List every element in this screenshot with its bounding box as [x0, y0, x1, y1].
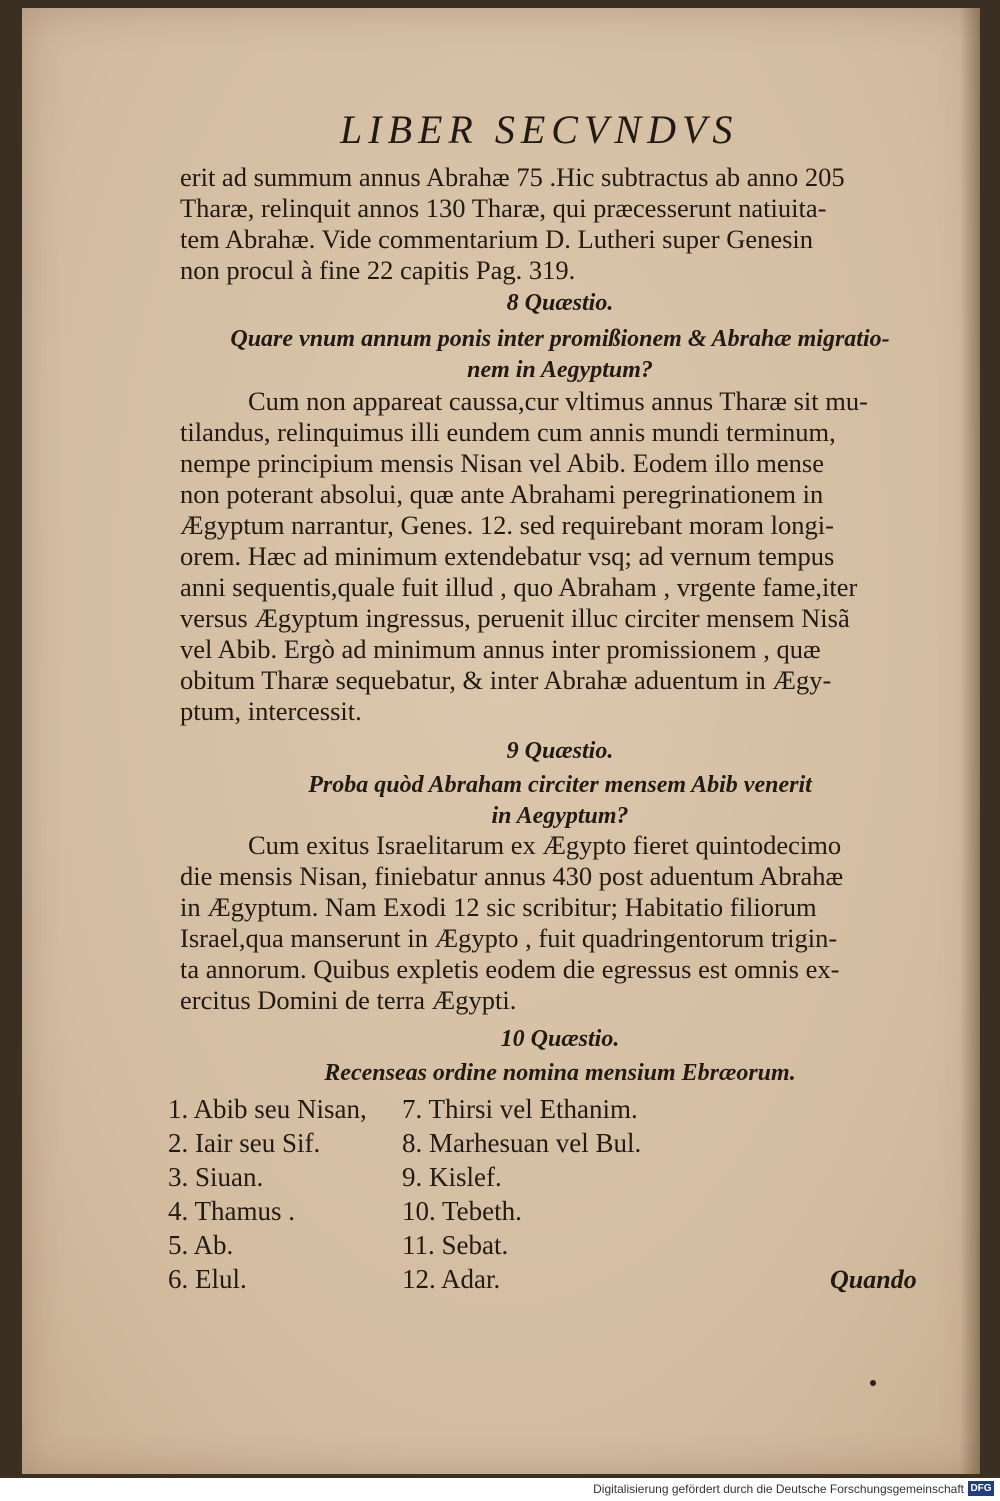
paragraph-2	[180, 386, 940, 727]
text-line: Ægyptum narrantur, Genes. 12. sed requirebant moram longi-	[180, 510, 834, 540]
month-item: 10. Tebeth.	[402, 1196, 522, 1226]
question-10-text	[180, 1058, 940, 1089]
month-item: 2. Iair seu Sif.	[168, 1128, 321, 1158]
text-line: orem. Hæc ad minimum extendebatur vsq; ad vernum tempus	[180, 541, 835, 571]
text-line: tem Abrahæ. Vide commentarium D. Lutheri super Genesin	[180, 224, 814, 254]
months-list-right	[402, 1092, 641, 1296]
text-line: ercitus Domini de terra Ægypti.	[180, 985, 517, 1015]
month-item: 12. Adar.	[402, 1264, 501, 1294]
running-header: LIBER SECVNDVS	[340, 107, 739, 152]
text-line: Cum non appareat caussa,cur vltimus annus Tharæ sit mu-	[248, 386, 868, 416]
text-line: obitum Tharæ sequebatur, & inter Abrahæ aduentum in Ægy-	[180, 665, 832, 695]
question-9-text	[180, 770, 940, 832]
question-line: Proba quòd Abraham circiter mensem Abib venerit	[308, 772, 812, 798]
text-line: Tharæ, relinquit annos 130 Tharæ, qui præcesserunt natiuita-	[180, 193, 827, 223]
text-line: in Ægyptum. Nam Exodi 12 sic scribitur; Habitatio filiorum	[180, 892, 817, 922]
text-line: non procul à fine 22 capitis Pag. 319.	[180, 255, 576, 285]
text-line: Cum exitus Israelitarum ex Ægypto fieret quintodecimo	[248, 830, 842, 860]
question-8-heading: 8 Quæstio.	[506, 290, 614, 316]
paragraph-3	[180, 830, 940, 1016]
question-line: Recenseas ordine nomina mensium Ebræorum.	[324, 1060, 796, 1086]
month-item: 5. Ab.	[168, 1230, 234, 1260]
catchword: Quando	[830, 1265, 917, 1294]
text-line: nempe principium mensis Nisan vel Abib. Eodem illo mense	[180, 448, 824, 478]
question-10-heading: 10 Quæstio.	[500, 1026, 620, 1052]
text-line: ta annorum. Quibus expletis eodem die egressus est omnis ex-	[180, 954, 840, 984]
text-line: Israel,qua manserunt in Ægypto , fuit quadringentorum trigin-	[180, 923, 838, 953]
question-line: in Aegyptum?	[491, 803, 629, 829]
question-line: Quare vnum annum ponis inter promißionem & Abrahæ migratio-	[230, 326, 890, 352]
month-item: 4. Thamus .	[168, 1196, 295, 1226]
page-edge-shadow	[960, 8, 980, 1474]
footer-credit: Digitalisierung gefördert durch die Deutsche Forschungsgemeinschaft	[593, 1482, 964, 1496]
month-item: 11. Sebat.	[402, 1230, 509, 1260]
text-line: die mensis Nisan, finiebatur annus 430 post aduentum Abrahæ	[180, 861, 844, 891]
ink-dot	[870, 1380, 876, 1386]
paragraph-1	[180, 162, 940, 286]
digitization-footer	[0, 1478, 1000, 1501]
month-item: 8. Marhesuan vel Bul.	[402, 1128, 642, 1158]
text-line: anni sequentis,quale fuit illud , quo Abraham , vrgente fame,iter	[180, 572, 858, 602]
text-line: ptum, intercessit.	[180, 696, 362, 726]
month-item: 7. Thirsi vel Ethanim.	[402, 1094, 638, 1124]
month-item: 6. Elul.	[168, 1264, 247, 1294]
months-list-left	[168, 1092, 367, 1296]
text-line: tilandus, relinquimus illi eundem cum annis mundi terminum,	[180, 417, 836, 447]
month-item: 1. Abib seu Nisan,	[168, 1094, 367, 1124]
question-9-heading: 9 Quæstio.	[506, 738, 614, 764]
dfg-logo-icon: DFG	[968, 1481, 994, 1496]
question-8-text	[180, 324, 940, 386]
text-line: versus Ægyptum ingressus, peruenit illuc circiter mensem Nisã	[180, 603, 850, 633]
question-line: nem in Aegyptum?	[467, 357, 653, 383]
text-line: erit ad summum annus Abrahæ 75 .Hic subtractus ab anno 205	[180, 162, 845, 192]
text-line: non poterant absolui, quæ ante Abrahami peregrinationem in	[180, 479, 824, 509]
month-item: 9. Kislef.	[402, 1162, 502, 1192]
text-line: vel Abib. Ergò ad minimum annus inter promissionem , quæ	[180, 634, 821, 664]
month-item: 3. Siuan.	[168, 1162, 264, 1192]
